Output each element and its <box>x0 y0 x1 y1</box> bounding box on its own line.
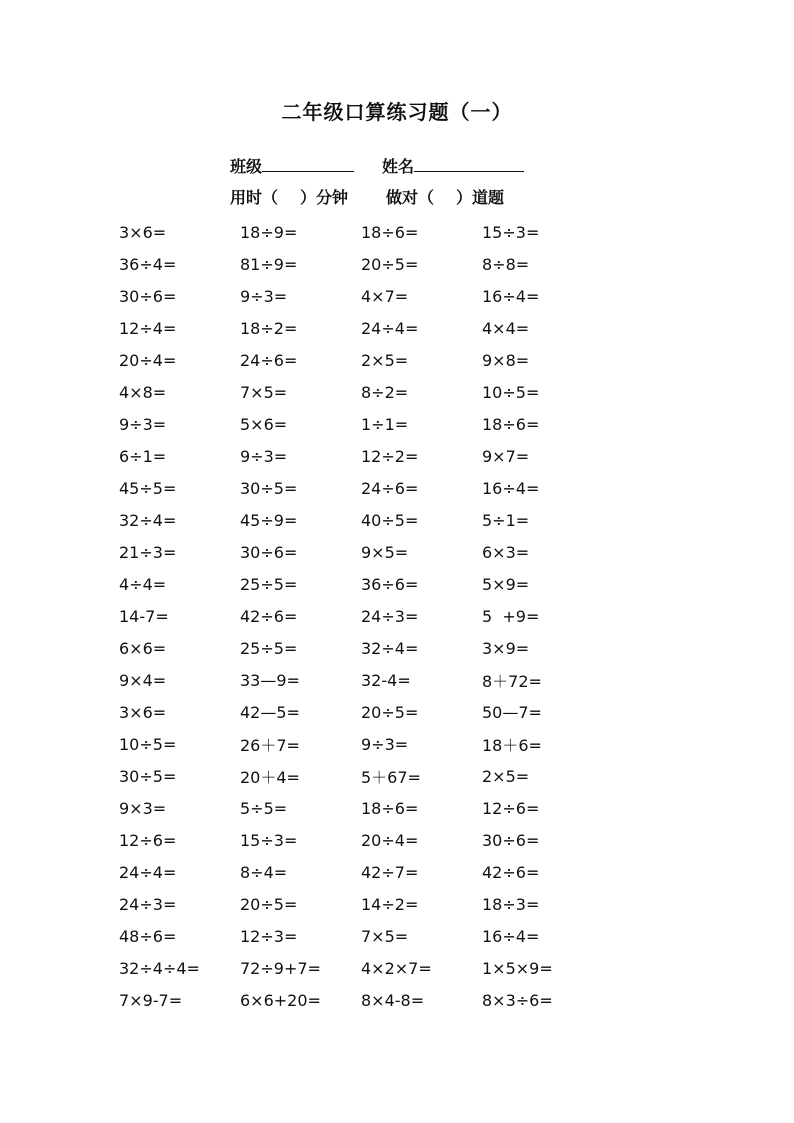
problem-item: 5×9= <box>482 574 530 594</box>
problem-item: 5 +9= <box>482 606 540 626</box>
problem-item: 7×5= <box>361 926 409 946</box>
problem-item: 8×3÷6= <box>482 990 553 1010</box>
problem-item: 12÷2= <box>361 446 419 466</box>
problem-item: 1×5×9= <box>482 958 553 978</box>
problem-item: 3×6= <box>119 222 167 242</box>
problem-item: 40÷5= <box>361 510 419 530</box>
problem-item: 6×6+20= <box>240 990 321 1010</box>
problem-item: 42÷6= <box>240 606 298 626</box>
time-unit: ）分钟 <box>300 188 349 207</box>
problem-item: 12÷3= <box>240 926 298 946</box>
problem-row <box>119 568 619 600</box>
problem-item: 16÷4= <box>482 478 540 498</box>
problem-row <box>119 728 619 760</box>
problem-item: 20＋4= <box>240 767 300 787</box>
problem-item: 8＋72= <box>482 671 542 691</box>
problem-item: 32÷4= <box>119 510 177 530</box>
problem-row <box>119 760 619 792</box>
problem-item: 5×6= <box>240 414 288 434</box>
problem-item: 8÷8= <box>482 254 530 274</box>
problem-item: 16÷4= <box>482 286 540 306</box>
problem-item: 30÷5= <box>240 478 298 498</box>
problem-row <box>119 440 619 472</box>
problem-item: 9÷3= <box>240 446 288 466</box>
problem-item: 2×5= <box>482 766 530 786</box>
problem-item: 4×4= <box>482 318 530 338</box>
problem-item: 12÷4= <box>119 318 177 338</box>
problem-item: 3×6= <box>119 702 167 722</box>
problem-item: 18÷2= <box>240 318 298 338</box>
problem-item: 9×8= <box>482 350 530 370</box>
name-label: 姓名 <box>382 157 415 176</box>
problem-item: 15÷3= <box>482 222 540 242</box>
problem-item: 18÷3= <box>482 894 540 914</box>
problem-item: 32÷4= <box>361 638 419 658</box>
problem-item: 42÷7= <box>361 862 419 882</box>
time-label: 用时（ <box>230 188 279 207</box>
problem-item: 8÷2= <box>361 382 409 402</box>
problem-item: 24÷4= <box>119 862 177 882</box>
correct-unit: ）道题 <box>456 188 505 207</box>
problem-item: 18＋6= <box>482 735 542 755</box>
class-label: 班级 <box>230 157 263 176</box>
problem-row <box>119 536 619 568</box>
class-blank[interactable] <box>262 155 354 172</box>
problem-item: 21÷3= <box>119 542 177 562</box>
problem-item: 30÷6= <box>119 286 177 306</box>
info-row-class-name <box>230 154 550 177</box>
problem-item: 24÷4= <box>361 318 419 338</box>
problem-item: 26＋7= <box>240 735 300 755</box>
problem-item: 9×3= <box>119 798 167 818</box>
problem-item: 24÷6= <box>361 478 419 498</box>
problem-item: 12÷6= <box>119 830 177 850</box>
problem-item: 20÷4= <box>119 350 177 370</box>
problem-item: 30÷6= <box>482 830 540 850</box>
problem-item: 81÷9= <box>240 254 298 274</box>
problem-item: 42÷6= <box>482 862 540 882</box>
problem-item: 8÷4= <box>240 862 288 882</box>
problem-item: 7×5= <box>240 382 288 402</box>
problem-item: 9÷3= <box>240 286 288 306</box>
problem-item: 48÷6= <box>119 926 177 946</box>
problem-item: 20÷5= <box>240 894 298 914</box>
problem-row <box>119 984 619 1016</box>
problem-row <box>119 888 619 920</box>
problem-row <box>119 824 619 856</box>
problem-item: 72÷9+7= <box>240 958 321 978</box>
problem-item: 33—9= <box>240 670 300 690</box>
problem-item: 15÷3= <box>240 830 298 850</box>
problem-row <box>119 312 619 344</box>
problem-row <box>119 632 619 664</box>
problem-row <box>119 280 619 312</box>
problem-item: 18÷6= <box>361 798 419 818</box>
problem-item: 4×7= <box>361 286 409 306</box>
problem-item: 42—5= <box>240 702 300 722</box>
problem-row <box>119 408 619 440</box>
problem-item: 50—7= <box>482 702 542 722</box>
problem-item: 32-4= <box>361 670 411 690</box>
problem-item: 36÷6= <box>361 574 419 594</box>
problem-item: 6×6= <box>119 638 167 658</box>
name-blank[interactable] <box>414 155 524 172</box>
problem-row <box>119 664 619 696</box>
problem-item: 9÷3= <box>361 734 409 754</box>
problem-grid <box>119 216 619 1016</box>
problem-item: 5＋67= <box>361 767 421 787</box>
problem-item: 30÷6= <box>240 542 298 562</box>
problem-item: 5÷1= <box>482 510 530 530</box>
problem-item: 3×9= <box>482 638 530 658</box>
problem-item: 24÷6= <box>240 350 298 370</box>
problem-row <box>119 600 619 632</box>
problem-item: 18÷9= <box>240 222 298 242</box>
info-row-time-correct <box>230 185 504 208</box>
problem-item: 25÷5= <box>240 638 298 658</box>
problem-item: 36÷4= <box>119 254 177 274</box>
problem-row <box>119 248 619 280</box>
problem-item: 20÷5= <box>361 702 419 722</box>
problem-row <box>119 344 619 376</box>
problem-item: 16÷4= <box>482 926 540 946</box>
problem-item: 10÷5= <box>119 734 177 754</box>
problem-item: 9÷3= <box>119 414 167 434</box>
correct-label: 做对（ <box>386 188 435 207</box>
problem-item: 1÷1= <box>361 414 409 434</box>
problem-item: 18÷6= <box>361 222 419 242</box>
problem-row <box>119 856 619 888</box>
problem-item: 24÷3= <box>119 894 177 914</box>
problem-row <box>119 792 619 824</box>
problem-item: 18÷6= <box>482 414 540 434</box>
problem-item: 24÷3= <box>361 606 419 626</box>
problem-item: 4÷4= <box>119 574 167 594</box>
problem-row <box>119 696 619 728</box>
problem-item: 25÷5= <box>240 574 298 594</box>
problem-row <box>119 216 619 248</box>
problem-row <box>119 920 619 952</box>
problem-item: 4×8= <box>119 382 167 402</box>
problem-item: 12÷6= <box>482 798 540 818</box>
problem-item: 7×9-7= <box>119 990 183 1010</box>
problem-item: 20÷4= <box>361 830 419 850</box>
problem-item: 9×4= <box>119 670 167 690</box>
problem-item: 9×7= <box>482 446 530 466</box>
problem-row <box>119 952 619 984</box>
problem-item: 9×5= <box>361 542 409 562</box>
problem-item: 32÷4÷4= <box>119 958 200 978</box>
problem-item: 5÷5= <box>240 798 288 818</box>
problem-item: 8×4-8= <box>361 990 425 1010</box>
problem-item: 30÷5= <box>119 766 177 786</box>
problem-item: 10÷5= <box>482 382 540 402</box>
problem-row <box>119 504 619 536</box>
problem-item: 4×2×7= <box>361 958 432 978</box>
problem-item: 6÷1= <box>119 446 167 466</box>
problem-row <box>119 472 619 504</box>
problem-item: 14÷2= <box>361 894 419 914</box>
problem-item: 14-7= <box>119 606 169 626</box>
problem-item: 45÷9= <box>240 510 298 530</box>
problem-row <box>119 376 619 408</box>
problem-item: 6×3= <box>482 542 530 562</box>
problem-item: 20÷5= <box>361 254 419 274</box>
problem-item: 45÷5= <box>119 478 177 498</box>
problem-item: 2×5= <box>361 350 409 370</box>
page-title: 二年级口算练习题（一） <box>281 100 513 124</box>
